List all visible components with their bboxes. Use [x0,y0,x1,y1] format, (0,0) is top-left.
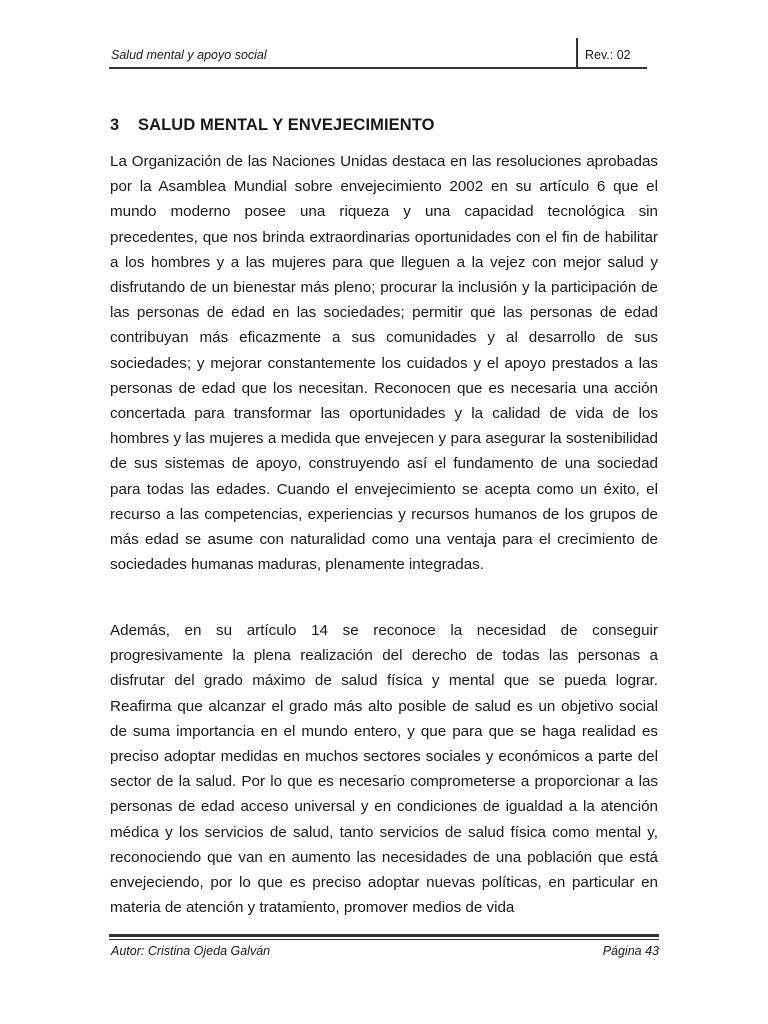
section-number: 3 [110,116,120,134]
body-paragraph: La Organización de las Naciones Unidas destaca en las resoluciones aprobadas por la Asamblea Mundial sobre envejecimiento 2002 en su artículo 6 que el mundo moderno posee una riqueza y una capacidad tecnológica sin precedentes, que nos brinda extraordinarias oportunidades con el fin de habilitar a los hombres y a las mujeres para que lleguen a la vejez con mejor salud y disfrutando de un bienestar más pleno; procurar la inclusión y la participación de las personas de edad en las sociedades; permitir que las personas de edad contribuyan más eficazmente a sus comunidades y al desarrollo de sus sociedades; y mejorar constantemente los cuidados y el apoyo prestados a las personas de edad que los necesitan. Reconocen que es necesaria una acción concertada para transformar las oportunidades y la calidad de vida de los hombres y las mujeres a medida que envejecen y para asegurar la sostenibilidad de sus sistemas de apoyo, construyendo así el fundamento de una sociedad para todas las edades. Cuando el envejecimiento se acepta como un éxito, el recurso a las competencias, experiencias y recursos humanos de los grupos de más edad se asume con naturalidad como una ventaja para el crecimiento de sociedades humanas maduras, plenamente integradas. [110,153,658,574]
page-footer [109,934,659,964]
header-rule [109,67,647,69]
footer-rule-thin [109,939,659,940]
header-revision: Rev.: 02 [585,48,631,62]
footer-author: Autor: Cristina Ojeda Galván [111,944,271,958]
page-header [109,38,647,69]
header-divider [576,38,578,69]
section-title: SALUD MENTAL Y ENVEJECIMIENTO [138,116,435,134]
footer-page-number: Página 43 [602,944,659,958]
body-paragraph: Además, en su artículo 14 se reconoce la necesidad de conseguir progresivamente la plena realización del derecho de todas las personas a disfrutar del grado máximo de salud física y mental que se pueda lograr. Reafirma que alcanzar el grado más alto posible de salud es un objetivo social de suma importancia en el mundo entero, y que para que se haga realidad es preciso adoptar medidas en muchos sectores sociales y económicos a parte del sector de la salud. Por lo que es necesario comprometerse a proporcionar a las personas de edad acceso universal y en condiciones de igualdad a la atención médica y los servicios de salud, tanto servicios de salud física como mental y, reconociendo que van en aumento las necesidades de una población que está envejeciendo, por lo que es preciso adoptar nuevas políticas, en particular en materia de atención y tratamiento, promover medios de vida [110,622,658,917]
header-title: Salud mental y apoyo social [111,48,267,62]
section-heading [110,116,435,135]
footer-rule-thick [109,934,659,937]
